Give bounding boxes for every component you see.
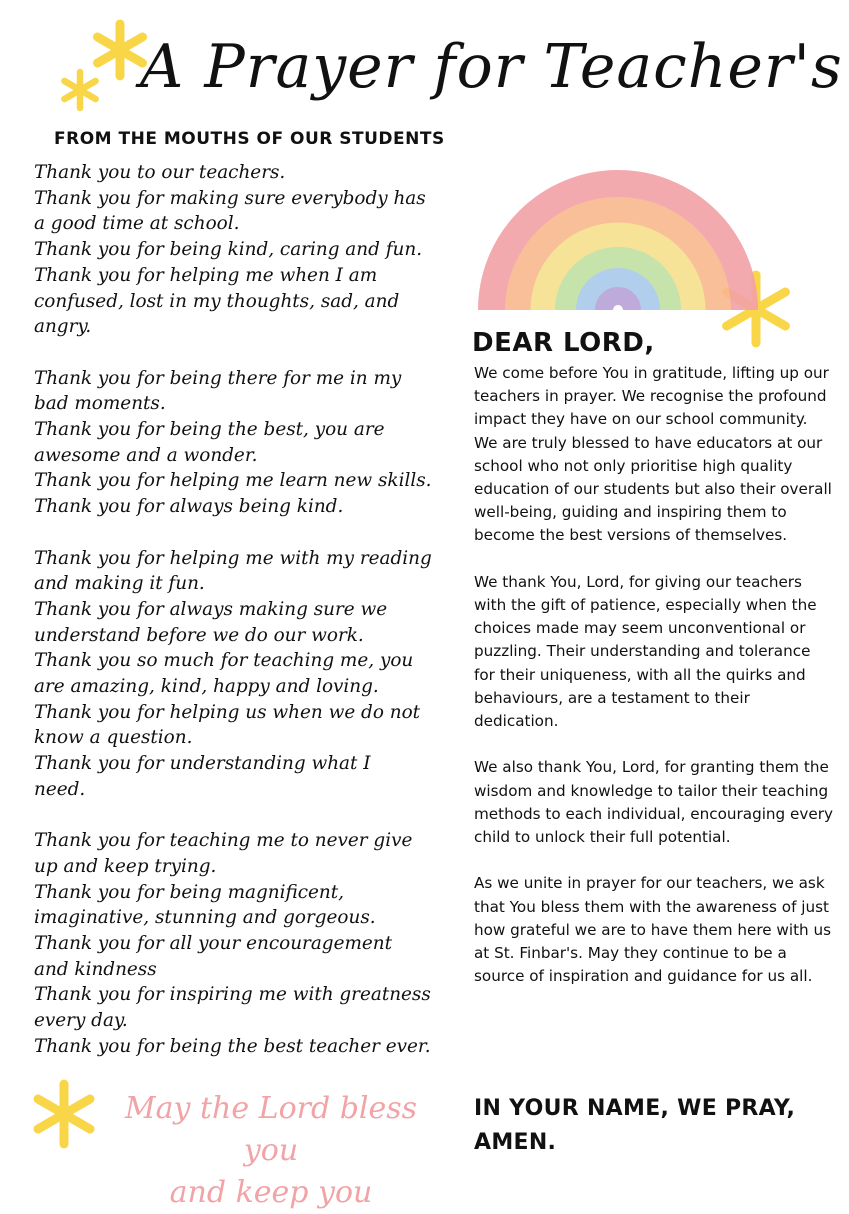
stanza-gap: [34, 520, 464, 546]
student-quote-line: Thank you for being the best, you are: [34, 419, 385, 441]
student-quote-line: Thank you for teaching me to never give: [34, 830, 413, 852]
prayer-closing: [474, 1092, 834, 1160]
student-quote-line: Thank you for helping us when we do not: [34, 701, 421, 723]
star-icon-top-small: [58, 68, 102, 112]
student-quote-line: and making it fun.: [34, 573, 205, 595]
student-quote-line: Thank you for helping me learn new skills.: [34, 470, 432, 492]
subtitle: FROM THE MOUTHS OF OUR STUDENTS: [54, 129, 445, 149]
student-quote-line: Thank you for all your encouragement: [34, 933, 393, 955]
stanza-gap: [34, 340, 464, 366]
student-quote-line: Thank you for always being kind.: [34, 496, 344, 518]
student-quote-line: Thank you for being magnificent,: [34, 881, 345, 903]
student-quote-line: up and keep trying.: [34, 855, 217, 877]
student-quote-line: awesome and a wonder.: [34, 444, 258, 466]
student-quote-line: Thank you to our teachers.: [34, 162, 286, 183]
student-quote-line: Thank you for always making sure we: [34, 598, 388, 620]
student-quote-line: and kindness: [34, 958, 157, 980]
star-icon-bottom: [28, 1078, 100, 1150]
student-quote-line: angry.: [34, 316, 92, 338]
student-quote-line: a good time at school.: [34, 213, 240, 235]
student-quote-line: confused, lost in my thoughts, sad, and: [34, 290, 400, 312]
student-quote-line: Thank you for helping me when I am: [34, 264, 378, 286]
blessing: [96, 1088, 446, 1214]
prayer-paragraph: We also thank You, Lord, for granting them the wisdom and knowledge to tailor their teaching methods to each individual, encouraging every child to unlock their full potential.: [474, 758, 833, 847]
stanza-gap: [34, 803, 464, 829]
student-quote-line: know a question.: [34, 727, 193, 749]
prayer-paragraph: As we unite in prayer for our teachers, we ask that You bless them with the awareness of just how grateful we are to have them here with us at St. Finbar's. May they continue to be a source of inspiration and guidance for us all.: [474, 874, 832, 986]
prayer-paragraph: We come before You in gratitude, lifting up our teachers in prayer. We recognise the profound impact they have on our school community. We are truly blessed to have educators at our school who not only prioritise high quality education of our students but also their overall well-being, guiding and inspiring them to become the best versions of themselves.: [474, 364, 832, 545]
prayer-paragraph: We thank You, Lord, for giving our teachers with the gift of patience, especially when the choices made may seem unconventional or puzzling. Their understanding and tolerance for their uniqueness, with all the quirks and behaviours, are a testament to their dedication.: [474, 572, 817, 731]
student-quote-line: Thank you for being there for me in my: [34, 367, 402, 389]
student-quotes: [34, 160, 464, 1060]
student-quote-line: bad moments.: [34, 393, 166, 415]
closing-line-2: AMEN.: [474, 1130, 557, 1155]
student-quote-line: Thank you for inspiring me with greatness: [34, 984, 431, 1006]
student-quote-line: imaginative, stunning and gorgeous.: [34, 907, 376, 929]
rainbow-illustration: [468, 110, 768, 315]
blessing-line-2: and keep you: [169, 1175, 373, 1210]
student-quote-line: Thank you for being the best teacher ever.: [34, 1035, 431, 1057]
student-quote-line: Thank you so much for teaching me, you: [34, 650, 414, 672]
student-quote-line: every day.: [34, 1010, 128, 1032]
student-quote-line: need.: [34, 778, 86, 800]
closing-line-1: IN YOUR NAME, WE PRAY,: [474, 1096, 796, 1121]
student-quote-line: Thank you for helping me with my reading: [34, 547, 432, 569]
student-quote-line: Thank you for being kind, caring and fun.: [34, 239, 423, 261]
page-title: A Prayer for Teacher's: [140, 32, 843, 102]
prayer-body: [474, 362, 834, 988]
student-quote-line: Thank you for understanding what I: [34, 753, 371, 775]
blessing-line-1: May the Lord bless you: [124, 1091, 418, 1168]
prayer-heading: DEAR LORD,: [472, 328, 655, 358]
student-quote-line: are amazing, kind, happy and loving.: [34, 676, 379, 698]
student-quote-line: understand before we do our work.: [34, 624, 364, 646]
student-quote-line: Thank you for making sure everybody has: [34, 187, 426, 209]
